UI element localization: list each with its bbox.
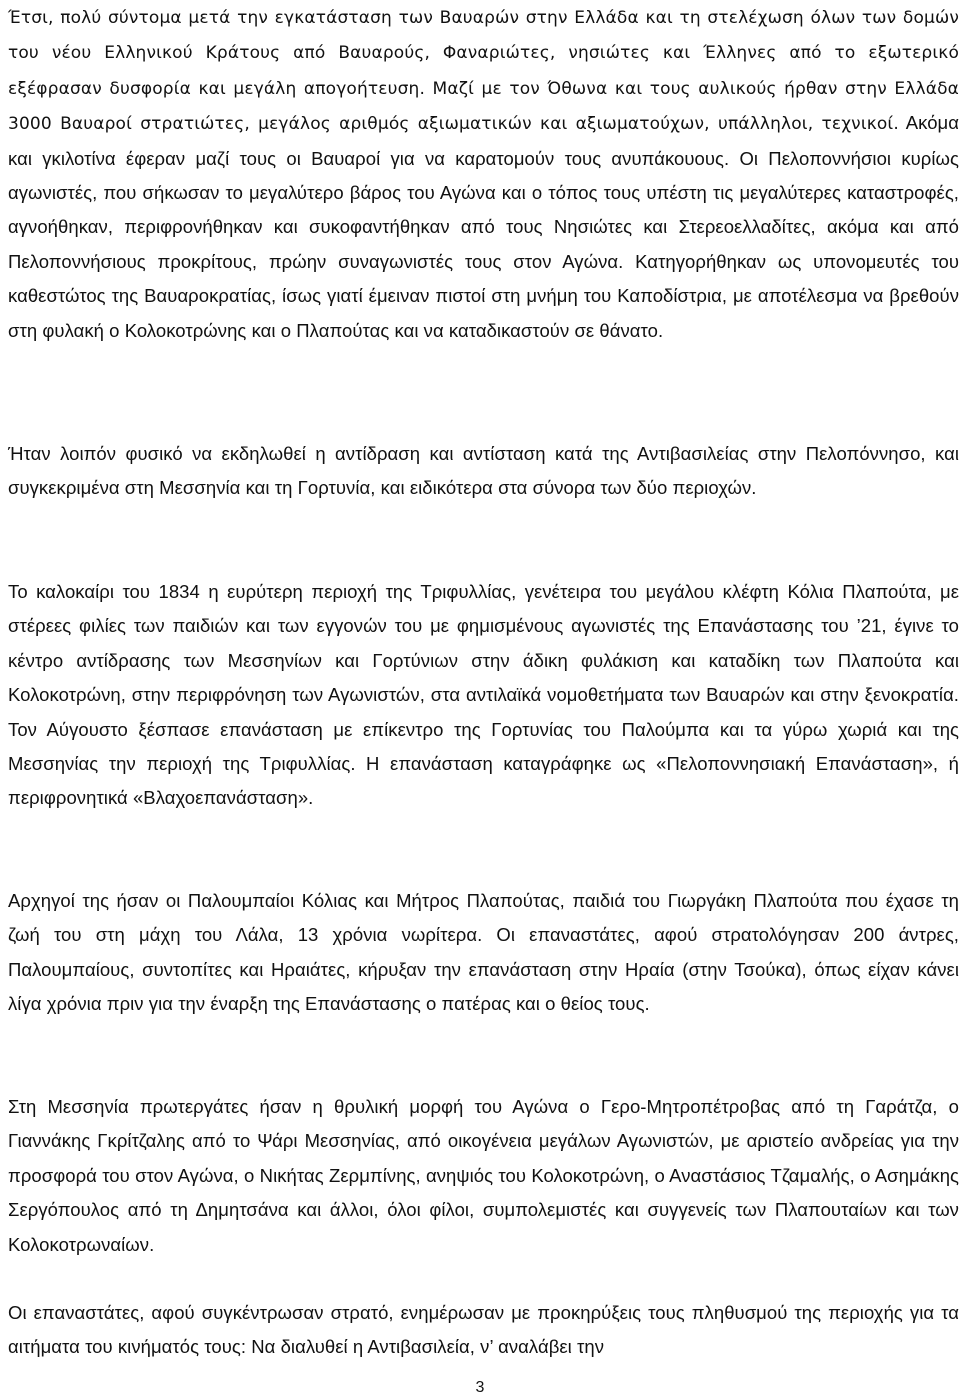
paragraph-4: Αρχηγοί της ήσαν οι Παλουμπαίοι Κόλιας και Μήτρος Πλαπούτας, παιδιά του Γιωργάκη Πλαπούτα που έχασε τη ζωή του στη μάχη του Λάλα, 13 χρόνια νωρίτερα. Οι επαναστάτες, αφού στρατολόγησαν 200 άντρες, Παλουμπαίους, συντοπίτες και Ηραιάτες, κήρυξαν την επανάσταση στην Ηραία (στην Τσούκα), όπως είχαν κάνει λίγα χρόνια πριν για την έναρξη της Επανάστασης ο πατέρας και ο θείος τους. bbox=[8, 890, 959, 1015]
document-page bbox=[8, 0, 959, 1399]
paragraph-1 bbox=[8, 0, 959, 348]
paragraph-1-main-run: Ακόμα και γκιλοτίνα έφεραν μαζί τους οι Βαυαροί για να καρατομούν τους ανυπάκουους. Οι Πελοποννήσιοι κυρίως αγωνιστές, που σήκωσαν το μεγαλύτερο βάρος του Αγώνα και ο τόπος τους υπέστη τις μεγαλύτερες καταστροφές, αγνοήθηκαν, περιφρονήθηκαν και συκοφαντήθηκαν από τους Νησιώτες και Στερεοελλαδίτες, ακόμα και από Πελοποννήσιους προκρίτους, πρώην συναγωνιστές τους στον Αγώνα. Κατηγορήθηκαν ως υπονομευτές του καθεστώτος της Βαυαροκρατίας, ίσως γιατί έμειναν πιστοί στη μνήμη του Καποδίστρια, με αποτέλεσμα να βρεθούν στη φυλακή ο Κολοκοτρώνης και ο Πλαπούτας και να καταδικαστούν σε θάνατο. bbox=[8, 112, 959, 341]
paragraph-6: Οι επαναστάτες, αφού συγκέντρωσαν στρατό, ενημέρωσαν με προκηρύξεις τους πληθυσμού της περιοχής για τα αιτήματα του κινήματός τους: Να διαλυθεί η Αντιβασιλεία, ν’ αναλάβει την bbox=[8, 1302, 959, 1358]
page-number: 3 bbox=[475, 1379, 485, 1396]
paragraph-1-sans-run: Έτσι, πολύ σύντομα μετά την εγκατάσταση των Βαυαρών στην Ελλάδα και τη στελέχωση όλων των δομών του νέου Ελληνικού Κράτους από Βαυαρούς, Φαναριώτες, νησιώτες και Έλληνες από το εξωτερικό εξέφρασαν δυσφορία και μεγάλη απογοήτευση. Μαζί με τον Όθωνα και τους αυλικούς ήρθαν στην Ελλάδα 3000 Βαυαροί στρατιώτες, μεγάλος αριθμός αξιωματικών και αξιωματούχων, υπάλληλοι, τεχνικοί. bbox=[8, 8, 959, 135]
paragraph-2: Ήταν λοιπόν φυσικό να εκδηλωθεί η αντίδραση και αντίσταση κατά της Αντιβασιλείας στην Πελοπόννησο, και συγκεκριμένα στη Μεσσηνία και τη Γορτυνία, και ειδικότερα στα σύνορα των δύο περιοχών. bbox=[8, 443, 959, 499]
paragraph-5: Στη Μεσσηνία πρωτεργάτες ήσαν η θρυλική μορφή του Αγώνα ο Γερο-Μητροπέτροβας από τη Γαράτζα, ο Γιαννάκης Γκρίτζαλης από το Ψάρι Μεσσηνίας, από οικογένεια μεγάλων Αγωνιστών, με αριστείο ανδρείας για την προσφορά του στον Αγώνα, ο Νικήτας Ζερμπίνης, ανηψιός του Κολοκοτρώνη, ο Αναστάσιος Τζαμαλής, ο Ασημάκης Σεργόπουλος από τη Δημητσάνα και άλλοι, όλοι φίλοι, συμπολεμιστές και συγγενείς των Πλαπουταίων και των Κολοκοτρωναίων. bbox=[8, 1096, 959, 1255]
paragraph-3: Το καλοκαίρι του 1834 η ευρύτερη περιοχή της Τριφυλλίας, γενέτειρα του μεγάλου κλέφτη Κόλια Πλαπούτα, με στέρεες φιλίες των παιδιών και των εγγονών του με φημισμένους αγωνιστές της Επανάστασης του ’21, έγινε το κέντρο αντίδρασης των Μεσσηνίων και Γορτύνιων στην άδικη φυλάκιση και καταδίκη των Πλαπούτα και Κολοκοτρώνη, στην περιφρόνηση των Αγωνιστών, στα αντιλαϊκά νομοθετήματα των Βαυαρών και στην ξενοκρατία. Τον Αύγουστο ξέσπασε επανάσταση με επίκεντρο της Γορτυνίας του Παλούμπα και τα γύρω χωριά και της Μεσσηνίας την περιοχή της Τριφυλλίας. Η επανάσταση καταγράφηκε ως «Πελοποννησιακή Επανάσταση», ή περιφρονητικά «Βλαχοεπανάσταση». bbox=[8, 581, 959, 809]
